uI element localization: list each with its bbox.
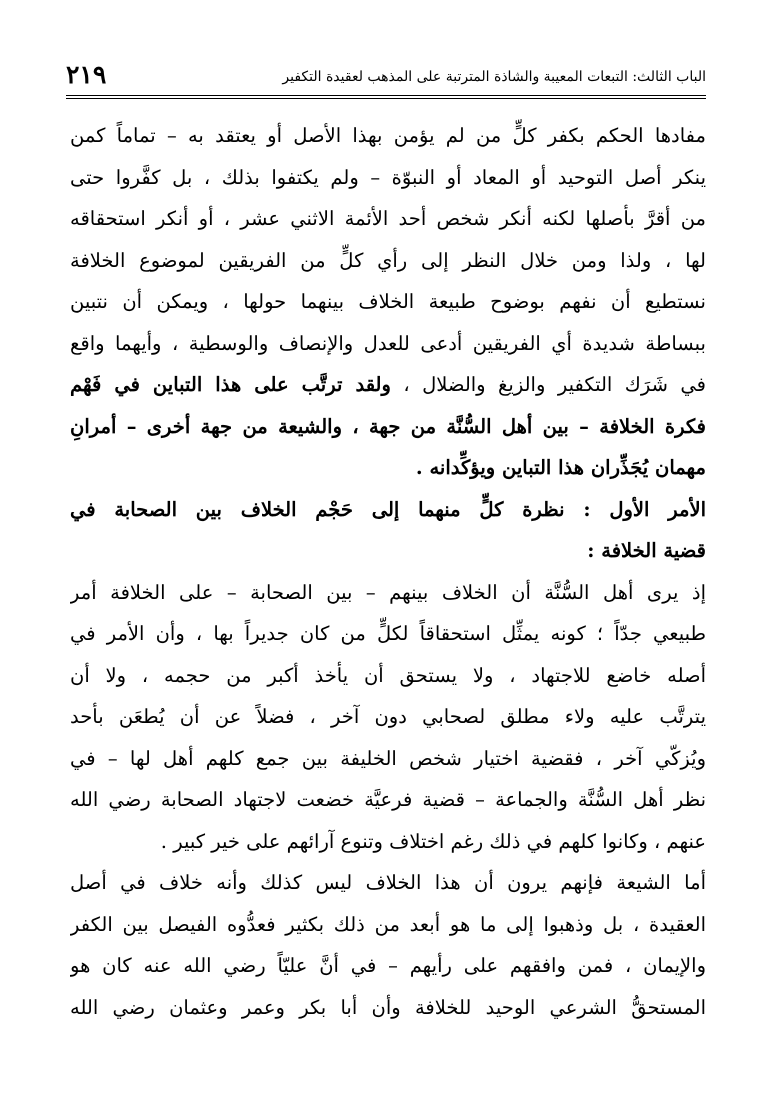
text-line: والإيمان ، فمن وافقهم على رأيهم – في أنَّ عليّاً رضي الله عنه كان هو: [70, 954, 706, 977]
running-title: الباب الثالث: التبعات المعيبة والشاذة المترتبة على المذهب لعقيدة التكفير: [282, 69, 706, 85]
text-line: أصله خاضع للاجتهاد ، ولا يستحق أن يأخذ أكبر من حجمه ، ولا أن: [70, 663, 706, 687]
bold-phrase: ولقد ترتَّب على هذا التباين في فَهْم: [70, 373, 391, 396]
text-line-mixed: في شَرَك التكفير والزيغ والضلال ، ولقد ترتَّب على هذا التباين في فَهْم: [70, 373, 706, 396]
page-number: ٢١٩: [66, 60, 107, 89]
text-line-bold: مهمان يُجَذِّران هذا التباين ويؤكِّدانه .: [415, 456, 706, 479]
body-text: [70, 115, 706, 1028]
text-line: نظر أهل السُّنَّة والجماعة – قضية فرعيَّة خضعت لاجتهاد الصحابة رضي الله: [70, 788, 706, 811]
text-line: عنهم ، وكانوا كلهم في ذلك رغم اختلاف وتنوع آرائهم على خير كبير .: [160, 829, 706, 853]
text-line: ينكر أصل التوحيد أو المعاد أو النبوّة – ولم يكتفوا بذلك ، بل كفَّروا حتى: [70, 165, 706, 189]
section-heading: الأمر الأول : نظرة كلٍّ منهما إلى حَجْم الخلاف بين الصحابة في: [70, 497, 706, 521]
text-line: ببساطة شديدة أي الفريقين أدعى للعدل والإنصاف والوسطية ، وأيهما واقع: [70, 331, 706, 355]
text-line: إذ يرى أهل السُّنَّة أن الخلاف بينهم – بين الصحابة – على الخلافة أمر: [70, 580, 706, 604]
section-heading-end: قضية الخلافة :: [587, 539, 706, 562]
text-line: المستحقُّ الشرعي الوحيد للخلافة وأن أبا بكر وعمر وعثمان رضي الله: [70, 995, 706, 1019]
page-header: [66, 58, 706, 94]
text-line: ويُزكّي آخر ، فقضية اختيار شخص الخليفة بين جمع كلهم أهل لها – في: [70, 746, 706, 770]
text-line-bold: فكرة الخلافة – بين أهل السُّنَّة من جهة ، والشيعة من جهة أخرى – أمرانِ: [70, 414, 706, 438]
text-line: من أقرَّ بأصلها لكنه أنكر شخص أحد الأئمة الاثني عشر ، أو أنكر استحقاقه: [70, 207, 706, 230]
text-line: طبيعي جدّاً ؛ كونه يمثِّل استحقاقاً لكلٍّ من كان جديراً بها ، وأن الأمر في: [70, 622, 706, 645]
text-line: مفادها الحكم بكفر كلٍّ من لم يؤمن بهذا الأصل أو يعتقد به – تماماً كمن: [70, 124, 706, 147]
text-line: أما الشيعة فإنهم يرون أن هذا الخلاف ليس كذلك وأنه خلاف في أصل: [70, 871, 706, 894]
text-line: نستطيع أن نفهم بوضوح طبيعة الخلاف بينهما حولها ، ويمكن أن نتبين: [70, 290, 706, 313]
text-line: العقيدة ، بل وذهبوا إلى ما هو أبعد من ذلك بكثير فعدُّوه الفيصل بين الكفر: [70, 912, 706, 936]
text-line: يترتَّب عليه ولاء مطلق لصحابي دون آخر ، فضلاً عن أن يُطعَن بأحد: [70, 705, 706, 728]
header-rule-secondary: [66, 98, 706, 99]
text-line: لها ، ولذا ومن خلال النظر إلى رأي كلٍّ من الفريقين لموضوع الخلافة: [70, 248, 706, 272]
header-rule: [66, 95, 706, 96]
